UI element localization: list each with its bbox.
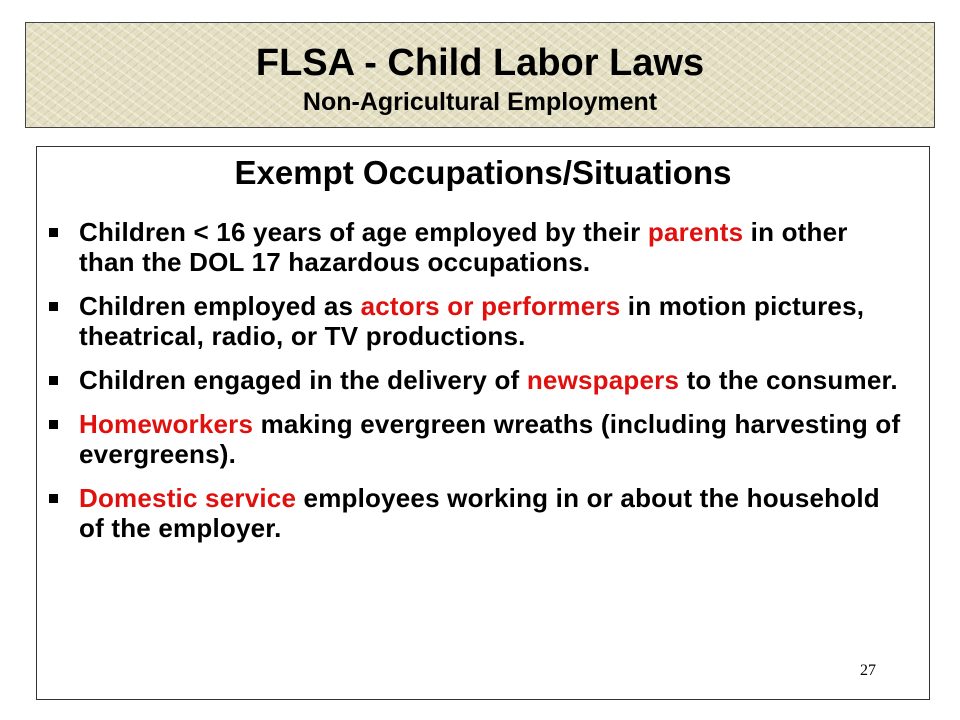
bullet-highlight: Homeworkers [79,409,254,439]
bullet-text: making evergreen wreaths (including harvesting of evergreens). [79,409,901,469]
bullet-text: in other than the DOL 17 hazardous occupations. [79,217,848,277]
bullet-highlight: Domestic service [79,483,297,513]
bullet-item [49,409,909,469]
bullet-text: employees working in or about the household of the employer. [79,483,880,543]
bullet-text: to the consumer. [679,365,898,395]
page-number: 27 [860,662,876,679]
bullet-text: Children < 16 years of age employed by their [79,217,648,247]
slide-title: FLSA - Child Labor Laws [255,42,705,84]
bullet-text: Children employed as [79,291,361,321]
slide-header [25,22,935,128]
slide-subtitle: Non-Agricultural Employment [302,88,658,116]
bullet-list [37,217,929,543]
square-bullet-icon [49,420,58,429]
bullet-text: Children engaged in the delivery of [79,365,527,395]
bullet-item [49,483,909,543]
square-bullet-icon [49,228,58,237]
bullet-text: in motion pictures, theatrical, radio, or TV productions. [79,291,865,351]
square-bullet-icon [49,302,58,311]
content-box [36,146,930,700]
square-bullet-icon [49,494,58,503]
bullet-highlight: parents [647,217,744,247]
bullet-highlight: actors or performers [360,291,621,321]
bullet-item [49,217,909,277]
bullet-item [49,365,909,395]
square-bullet-icon [49,376,58,385]
section-title: Exempt Occupations/Situations [234,154,732,191]
bullet-highlight: newspapers [526,365,680,395]
bullet-item [49,291,909,351]
